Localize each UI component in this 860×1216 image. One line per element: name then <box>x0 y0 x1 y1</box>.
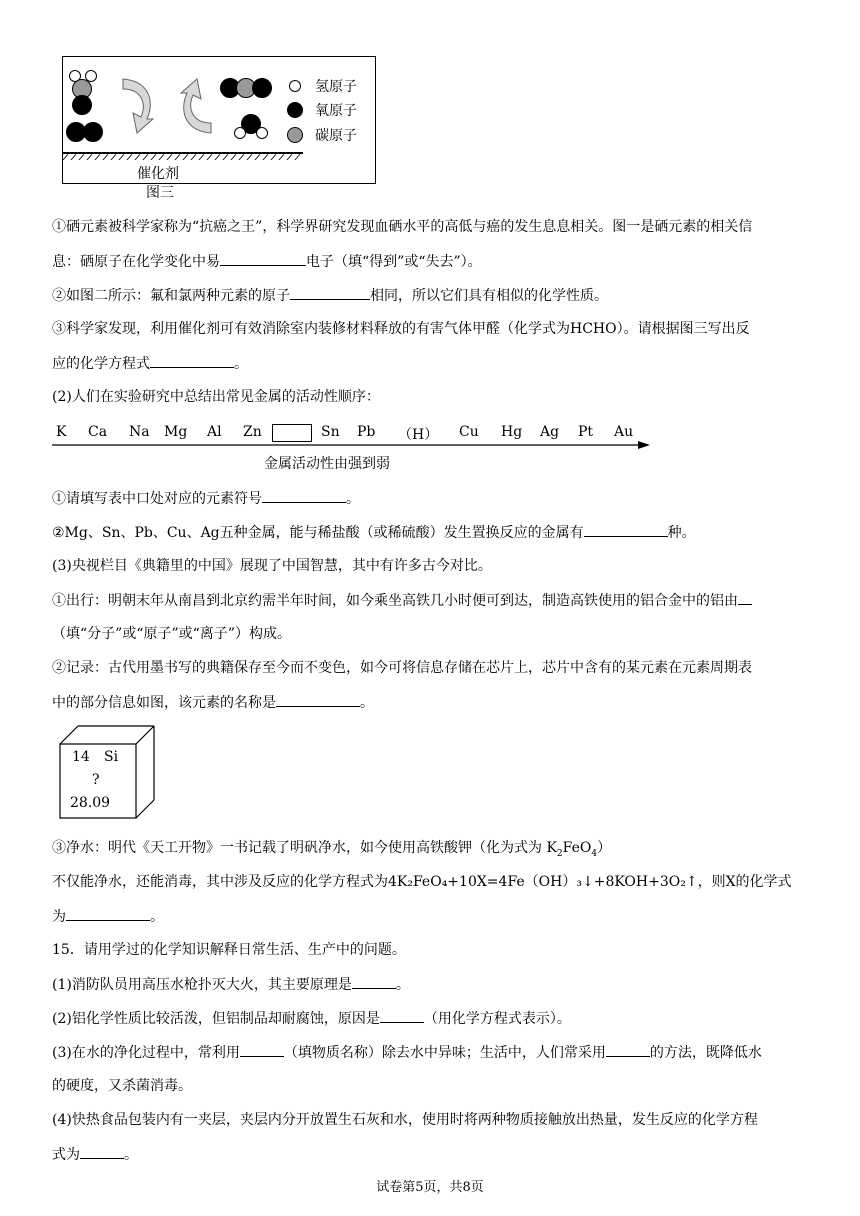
q14-p3-q1-line1 <box>52 590 752 611</box>
text: ②Mg、Sn、Pb、Cu、Ag五种金属，能与稀盐酸（或稀硫酸）发生置换反应的金属有 <box>52 525 584 541</box>
text: 式为 <box>52 1147 80 1163</box>
text: 电子（填“得到”或“失去”）。 <box>306 254 482 270</box>
q14-p3-q2-line2 <box>52 692 374 713</box>
text: 不仅能净水，还能消毒，其中涉及反应的化学方程式为4K₂FeO₄+10X=4Fe（OH）₃↓+8KOH+3O₂↑，则X的化学式 <box>52 874 792 890</box>
hydrogen-legend-icon <box>289 80 301 92</box>
text: ③净水：明代《天工开物》一书记载了明矾净水，如今使用高铁酸钾（化为式为 K <box>52 840 557 856</box>
answer-blank[interactable] <box>738 590 752 605</box>
text: 。 <box>360 695 374 711</box>
text: 的方法，既降低水 <box>649 1045 762 1061</box>
element-symbol: Si <box>104 749 119 765</box>
text: 相同，所以它们具有相似的化学性质。 <box>370 288 608 304</box>
figure-caption: 图三 <box>146 185 174 201</box>
text: ②如图二所示：氟和氯两种元素的原子 <box>52 288 290 304</box>
metal-symbol: K <box>56 424 67 440</box>
text: 为 <box>52 909 66 925</box>
q15-a4-line2 <box>52 1144 138 1165</box>
hydrogen-atom <box>234 127 246 139</box>
carbon-legend-icon <box>287 127 303 143</box>
q14-p3-q3-line1 <box>52 838 611 858</box>
answer-blank[interactable] <box>220 251 306 266</box>
metal-symbol: Pb <box>357 424 376 440</box>
text: ） <box>597 840 612 856</box>
metal-symbol: （H） <box>398 427 439 443</box>
answer-blank[interactable] <box>276 692 360 707</box>
metal-symbol: Na <box>129 424 150 440</box>
text: 种。 <box>667 525 696 541</box>
page-footer: 试卷第5页，共8页 <box>376 1180 484 1195</box>
text: 。 <box>346 491 360 507</box>
answer-blank[interactable] <box>240 1042 284 1057</box>
answer-blank[interactable] <box>150 353 234 368</box>
q15-a3-line1 <box>52 1042 762 1063</box>
oxygen-legend-icon <box>287 102 303 118</box>
legend-label: 碳原子 <box>315 128 357 144</box>
answer-blank[interactable] <box>584 522 668 537</box>
q14-p3-intro <box>52 556 492 576</box>
text: ①请填写表中口处对应的元素符号 <box>52 491 262 507</box>
metal-symbol: Al <box>207 424 222 440</box>
q15-title <box>52 940 406 960</box>
text: 15．请用学过的化学知识解释日常生活、生产中的问题。 <box>52 942 406 958</box>
metal-symbol: Au <box>614 424 634 440</box>
catalyst-hatching <box>63 154 303 160</box>
up-arrow-icon <box>175 75 215 137</box>
text: 。 <box>124 1147 138 1163</box>
q14-p2-intro <box>52 387 380 407</box>
q14-s2 <box>52 285 608 306</box>
answer-blank[interactable] <box>290 285 370 300</box>
metal-symbol: Sn <box>321 424 340 440</box>
answer-blank[interactable] <box>606 1042 650 1057</box>
q14-p3-q1-line2 <box>52 624 291 644</box>
catalyst-label: 催化剂 <box>137 166 179 182</box>
metal-symbol: Hg <box>501 424 523 440</box>
q15-a1 <box>52 974 410 995</box>
text: (2)人们在实验研究中总结出常见金属的活动性顺序： <box>52 389 380 405</box>
oxygen-atom <box>83 122 103 142</box>
subscript: 4 <box>591 848 598 859</box>
text: (3)在水的净化过程中，常利用 <box>52 1045 240 1061</box>
text: （填“分子”或“原子”或“离子”）构成。 <box>52 626 291 642</box>
atomic-mass: 28.09 <box>70 795 111 811</box>
text: 。 <box>234 356 248 372</box>
down-arrow-icon <box>119 75 159 137</box>
answer-blank[interactable] <box>352 974 396 989</box>
atomic-number: 14 <box>72 749 90 765</box>
q14-s1-line1 <box>52 217 752 237</box>
text: 的硬度，又杀菌消毒。 <box>52 1078 192 1094</box>
text: FeO <box>562 840 592 856</box>
legend-label: 氢原子 <box>315 79 357 95</box>
answer-blank[interactable] <box>262 488 346 503</box>
metal-symbol: Zn <box>243 424 262 440</box>
q14-s3-line2 <box>52 353 248 374</box>
metal-symbol: Mg <box>164 424 188 440</box>
metal-symbol: Pt <box>578 424 594 440</box>
text: 息：硒原子在化学变化中易 <box>52 254 220 270</box>
text: (4)快热食品包装内有一夹层，夹层内分开放置生石灰和水，使用时将两种物质接触放出热量，发生反应的化学方程 <box>52 1112 758 1128</box>
answer-blank[interactable] <box>80 1144 124 1159</box>
hydrogen-atom <box>256 127 268 139</box>
q14-p3-q2-line1 <box>52 658 752 678</box>
text: 中的部分信息如图，该元素的名称是 <box>52 695 276 711</box>
q14-p3-q3-line3 <box>52 906 164 927</box>
q14-p2-q2 <box>52 522 696 543</box>
element-name: ? <box>92 772 100 788</box>
metal-symbol: Ca <box>88 424 108 440</box>
series-arrow-icon <box>52 440 652 450</box>
text: (3)央视栏目《典籍里的中国》展现了中国智慧，其中有许多古今对比。 <box>52 558 492 574</box>
text: ③科学家发现，利用催化剂可有效消除室内装修材料释放的有害气体甲醛（化学式为HCHO）。请根据图三写出反 <box>52 321 750 337</box>
q14-s3-line1 <box>52 319 750 339</box>
text: (1)消防队员用高压水枪扑灭大火，其主要原理是 <box>52 977 352 993</box>
oxygen-atom <box>72 95 92 115</box>
text: 应的化学方程式 <box>52 356 150 372</box>
text: ②记录：古代用墨书写的典籍保存至今而不变色，如今可将信息存储在芯片上，芯片中含有的某元素在元素周期表 <box>52 660 752 676</box>
metal-symbol: Cu <box>459 424 479 440</box>
q15-a3-line2 <box>52 1076 192 1096</box>
text: ①硒元素被科学家称为“抗癌之王”，科学界研究发现血硒水平的高低与癌的发生息息相关。图一是硒元素的相关信 <box>52 219 753 235</box>
q14-p3-q3-line2 <box>52 872 792 892</box>
oxygen-atom <box>252 78 272 98</box>
figure-3 <box>62 56 376 184</box>
text: (2)铝化学性质比较活泼，但铝制品却耐腐蚀，原因是 <box>52 1011 380 1027</box>
series-caption: 金属活动性由强到弱 <box>264 456 390 472</box>
text: ①出行：明朝末年从南昌到北京约需半年时间，如今乘坐高铁几小时便可到达，制造高铁使用的铝合金中的铝由 <box>52 593 738 609</box>
q15-a2 <box>52 1008 571 1029</box>
text: 。 <box>150 909 164 925</box>
metal-symbol: Ag <box>540 424 560 440</box>
q15-a4-line1 <box>52 1110 758 1130</box>
q14-p2-q1 <box>52 488 360 509</box>
answer-blank[interactable] <box>66 906 150 921</box>
text: （用化学方程式表示）。 <box>423 1011 571 1027</box>
legend-label: 氧原子 <box>315 103 357 119</box>
subscript: 2 <box>556 848 563 859</box>
text: （填物质名称）除去水中异味；生活中，人们常采用 <box>283 1045 606 1061</box>
answer-blank[interactable] <box>380 1008 424 1023</box>
text: 。 <box>395 977 410 993</box>
q14-s1-line2 <box>52 251 482 272</box>
